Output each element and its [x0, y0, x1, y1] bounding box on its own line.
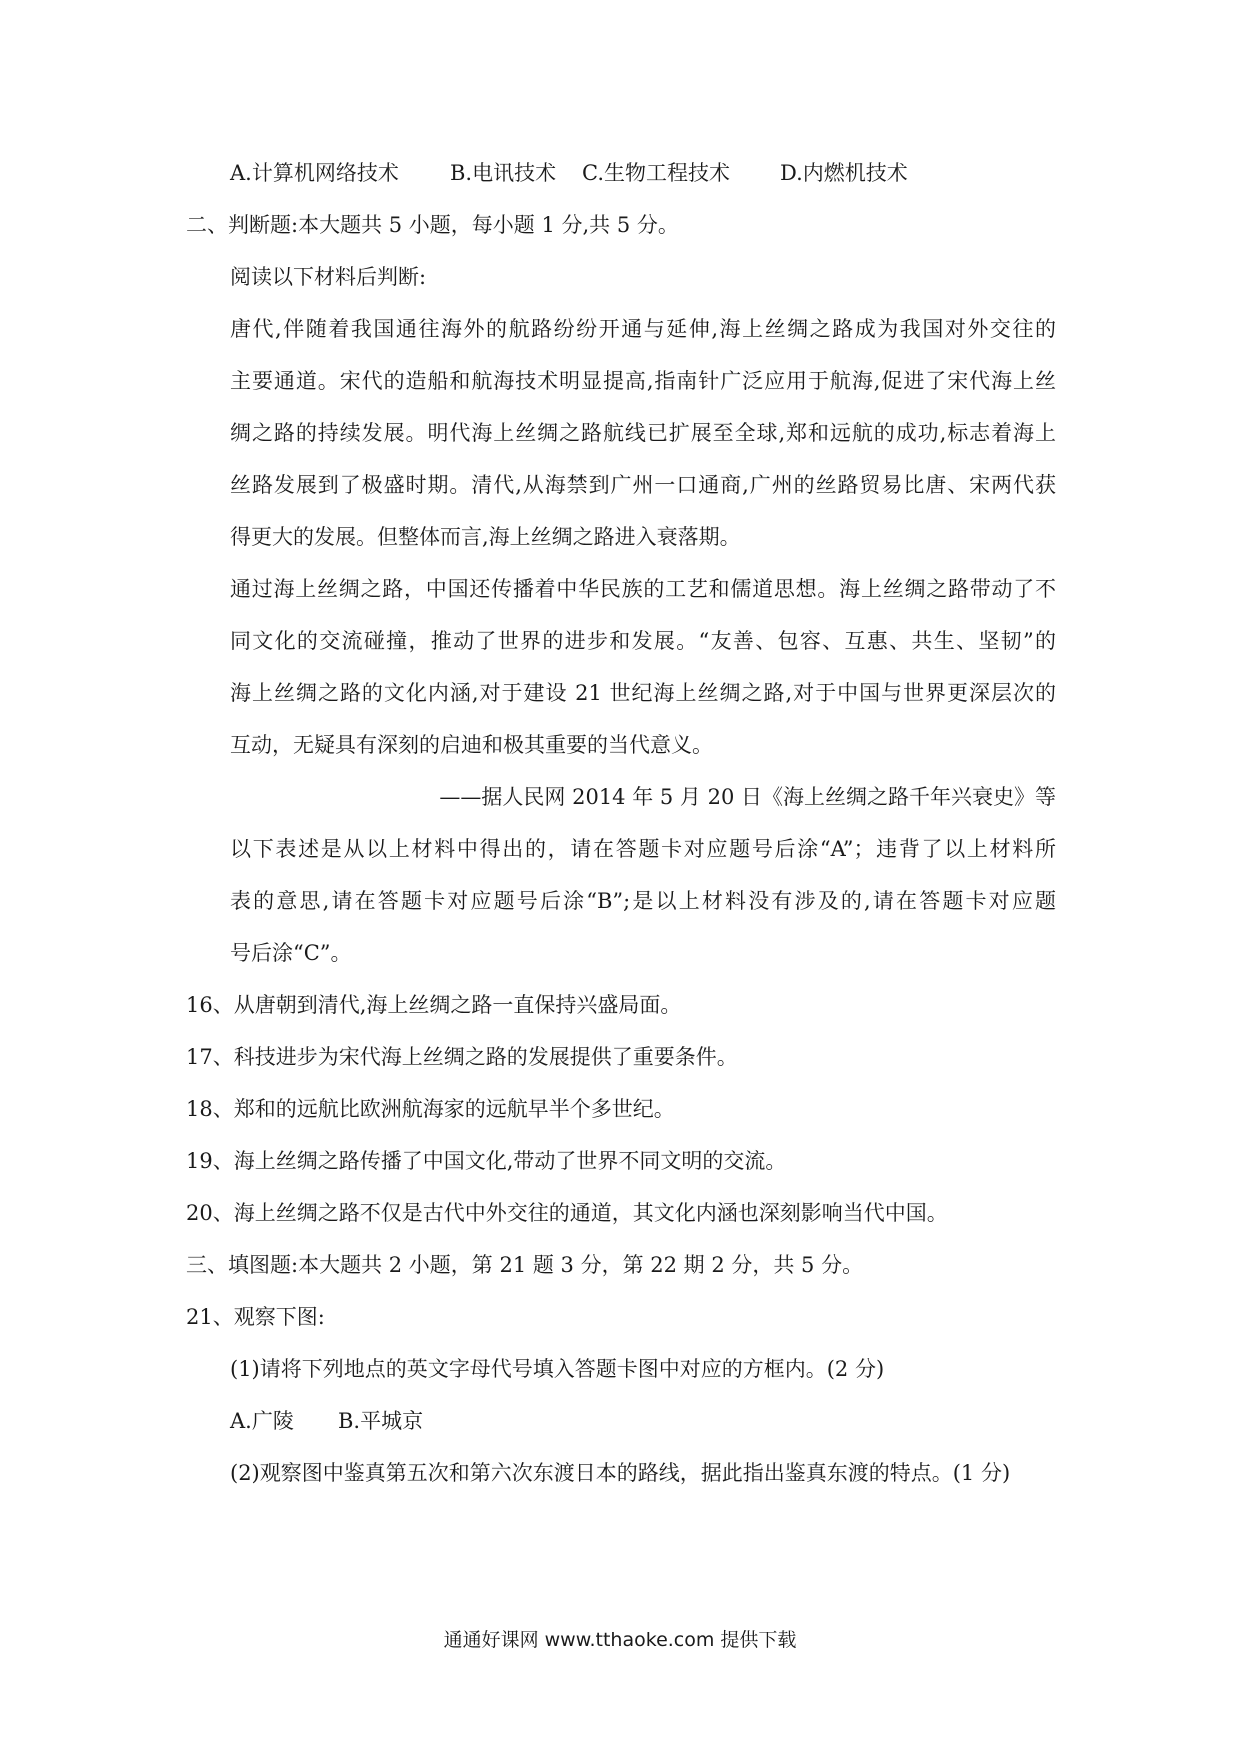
material-line: 海上丝绸之路的文化内涵,对于建设 21 世纪海上丝绸之路,对于中国与世界更深层次的	[230, 681, 1056, 705]
material-line: 得更大的发展。但整体而言,海上丝绸之路进入衰落期。	[230, 525, 741, 549]
question-21: 21、观察下图:	[186, 1305, 325, 1329]
directions-line: 号后涂“C”。	[230, 941, 352, 965]
question-18: 18、郑和的远航比欧洲航海家的远航早半个多世纪。	[186, 1097, 675, 1121]
question-20: 20、海上丝绸之路不仅是古代中外交往的通道，其文化内涵也深刻影响当代中国。	[186, 1201, 948, 1225]
material-line: 唐代,伴随着我国通往海外的航路纷纷开通与延伸,海上丝绸之路成为我国对外交往的	[230, 317, 1056, 341]
material-source: ——据人民网 2014 年 5 月 20 日《海上丝绸之路千年兴衰史》等	[439, 785, 1056, 809]
section3-heading: 三、填图题:本大题共 2 小题，第 21 题 3 分，第 22 期 2 分，共 5 分。	[186, 1253, 864, 1277]
place-b: B.平城京	[338, 1409, 424, 1433]
material-line: 互动，无疑具有深刻的启迪和极其重要的当代意义。	[230, 733, 713, 757]
page-footer: 通通好课网 www.tthaoke.com 提供下载	[443, 1629, 797, 1651]
option-c: C.生物工程技术	[582, 161, 730, 185]
question-19: 19、海上丝绸之路传播了中国文化,带动了世界不同文明的交流。	[186, 1149, 787, 1173]
directions-line: 表的意思,请在答题卡对应题号后涂“B”;是以上材料没有涉及的,请在答题卡对应题	[230, 889, 1056, 913]
material-line: 主要通道。宋代的造船和航海技术明显提高,指南针广泛应用于航海,促进了宋代海上丝	[230, 369, 1056, 393]
material-line: 通过海上丝绸之路，中国还传播着中华民族的工艺和儒道思想。海上丝绸之路带动了不	[230, 577, 1056, 601]
option-b: B.电讯技术	[450, 161, 557, 185]
material-line: 绸之路的持续发展。明代海上丝绸之路航线已扩展至全球,郑和远航的成功,标志着海上	[230, 421, 1056, 445]
question-16: 16、从唐朝到清代,海上丝绸之路一直保持兴盛局面。	[186, 993, 682, 1017]
section2-heading: 二、判断题:本大题共 5 小题，每小题 1 分,共 5 分。	[186, 213, 679, 237]
question-21-part-2: (2)观察图中鉴真第五次和第六次东渡日本的路线，据此指出鉴真东渡的特点。(1 分)	[230, 1461, 1011, 1485]
place-a: A.广陵	[230, 1409, 294, 1433]
section2-instruction: 阅读以下材料后判断:	[230, 265, 427, 289]
material-line: 丝路发展到了极盛时期。清代,从海禁到广州一口通商,广州的丝路贸易比唐、宋两代获	[230, 473, 1056, 497]
option-a: A.计算机网络技术	[230, 161, 399, 185]
directions-line: 以下表述是从以上材料中得出的，请在答题卡对应题号后涂“A”；违背了以上材料所	[230, 837, 1056, 861]
material-line: 同文化的交流碰撞，推动了世界的进步和发展。“友善、包容、互惠、共生、坚韧”的	[230, 629, 1056, 653]
option-d: D.内燃机技术	[780, 161, 908, 185]
question-17: 17、科技进步为宋代海上丝绸之路的发展提供了重要条件。	[186, 1045, 738, 1069]
question-21-part-1: (1)请将下列地点的英文字母代号填入答题卡图中对应的方框内。(2 分)	[230, 1357, 885, 1381]
